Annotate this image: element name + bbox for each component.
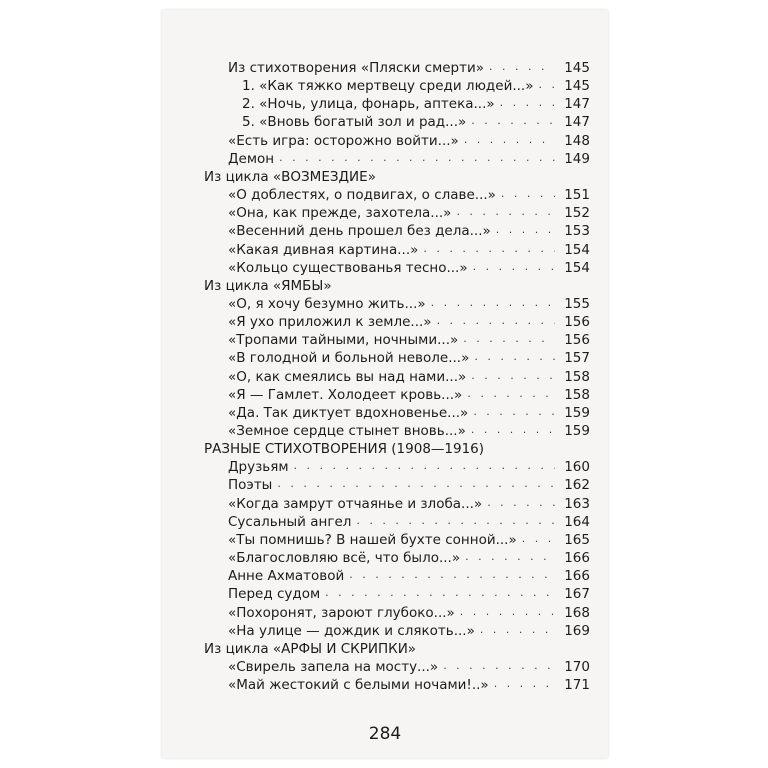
- dot-leader: [471, 114, 555, 127]
- dot-leader: [471, 423, 555, 436]
- toc-entry-title: «Я — Гамлет. Холодеет кровь...»: [228, 386, 463, 403]
- dot-leader: [500, 96, 555, 109]
- dot-leader: [501, 187, 555, 200]
- toc-entry: [162, 149, 608, 167]
- toc-entry-page: 153: [564, 223, 590, 240]
- toc-entry-title: «Какая дивная картина...»: [228, 241, 419, 258]
- toc-entry-title: «Тропами тайными, ночными...»: [228, 332, 459, 349]
- toc-entry-page: 147: [564, 114, 590, 131]
- page-number: 284: [368, 724, 402, 744]
- book-page: [162, 10, 608, 758]
- toc-entry-page: 149: [564, 150, 590, 167]
- dot-leader: [460, 605, 555, 618]
- dot-leader: [496, 223, 555, 236]
- dot-leader: [431, 296, 555, 309]
- toc-entry-page: 164: [564, 513, 590, 530]
- toc-section-heading: [162, 167, 608, 185]
- toc-entry-title: «Я ухо приложил к земле...»: [228, 314, 432, 331]
- toc-entry-page: 166: [564, 568, 590, 585]
- toc-entry-page: 158: [564, 368, 590, 385]
- toc-entry: [162, 185, 608, 203]
- toc-entry: [162, 294, 608, 312]
- dot-leader: [279, 151, 555, 164]
- toc-entry: [162, 112, 608, 130]
- toc-entry: [162, 675, 608, 693]
- toc-entry: [162, 367, 608, 385]
- toc-entry-title: «Благословляю всё, что было...»: [228, 550, 461, 567]
- toc-section-heading: [162, 439, 608, 457]
- toc-entry-title: Перед судом: [228, 586, 321, 603]
- dot-leader: [487, 496, 555, 509]
- toc-entry: [162, 240, 608, 258]
- toc-entry-title: «Да. Так диктует вдохновенье...»: [228, 404, 469, 421]
- toc-entry-page: 171: [564, 677, 590, 694]
- dot-leader: [325, 586, 555, 599]
- toc-entry-title: «Есть игра: осторожно войти...»: [228, 132, 459, 149]
- toc-entry: [162, 94, 608, 112]
- toc-entry: [162, 258, 608, 276]
- toc-entry-title: Анне Ахматовой: [228, 568, 345, 585]
- toc-entry-page: 167: [564, 586, 590, 603]
- toc-entry: [162, 548, 608, 566]
- toc-entry-page: 154: [564, 241, 590, 258]
- toc-entry: [162, 566, 608, 584]
- toc-entry: [162, 131, 608, 149]
- toc-entry: [162, 385, 608, 403]
- toc-entry-title: «Ты помнишь? В нашей бухте сонной...»: [228, 531, 517, 548]
- toc-entry-title: «Кольцо существованья тесно...»: [228, 259, 468, 276]
- toc-section-heading: [162, 639, 608, 657]
- dot-leader: [494, 677, 555, 690]
- toc-entry: [162, 421, 608, 439]
- toc-entry-title: Из цикла «АРФЫ И СКРИПКИ»: [204, 640, 417, 657]
- toc-entry: [162, 512, 608, 530]
- toc-entry-page: 156: [564, 332, 590, 349]
- toc-entry: [162, 621, 608, 639]
- toc-entry-page: 159: [564, 404, 590, 421]
- toc-entry-page: 170: [564, 658, 590, 675]
- toc-entry: [162, 330, 608, 348]
- dot-leader: [443, 659, 555, 672]
- toc-entry-page: 158: [564, 386, 590, 403]
- toc-section-heading: [162, 276, 608, 294]
- toc-entry-page: 162: [564, 477, 590, 494]
- toc-entry-page: 168: [564, 604, 590, 621]
- toc-entry: [162, 603, 608, 621]
- toc-entry: [162, 584, 608, 602]
- toc-entry-page: 157: [564, 350, 590, 367]
- toc-entry: [162, 657, 608, 675]
- toc-entry-page: 165: [564, 531, 590, 548]
- toc-entry-page: 151: [564, 187, 590, 204]
- toc-entry-page: 147: [564, 96, 590, 113]
- toc-entry-title: «Май жестокий с белыми ночами!..»: [228, 677, 489, 694]
- toc-entry-page: 163: [564, 495, 590, 512]
- toc-entry-title: «Земное сердце стынет вновь...»: [228, 423, 466, 439]
- toc-entry-title: «О доблестях, о подвигах, о славе...»: [228, 187, 496, 204]
- toc-entry-page: 154: [564, 259, 590, 276]
- toc-entry-page: 166: [564, 550, 590, 567]
- table-of-contents: [162, 10, 608, 758]
- toc-entry-title: «На улице — дождик и слякоть...»: [228, 622, 475, 639]
- toc-entry-title: Демон: [228, 150, 275, 167]
- toc-entry-page: 155: [564, 295, 590, 312]
- toc-entry-title: 2. «Ночь, улица, фонарь, аптека...»: [242, 96, 495, 113]
- dot-leader: [538, 78, 555, 91]
- dot-leader: [473, 260, 555, 273]
- dot-leader: [437, 314, 555, 327]
- toc-entry-page: 152: [564, 205, 590, 222]
- toc-entry-page: 148: [564, 132, 590, 149]
- toc-entry-title: Поэты: [228, 477, 273, 494]
- toc-entry-title: «В голодной и больной неволе...»: [228, 350, 470, 367]
- dot-leader: [423, 242, 555, 255]
- dot-leader: [467, 387, 555, 400]
- toc-entry: [162, 530, 608, 548]
- toc-entry-page: 156: [564, 314, 590, 331]
- toc-entry: [162, 312, 608, 330]
- toc-entry: [162, 348, 608, 366]
- toc-entry: [162, 76, 608, 94]
- toc-entry-page: 145: [564, 78, 590, 95]
- toc-entry-title: «О, я хочу безумно жить...»: [228, 295, 426, 312]
- dot-leader: [473, 405, 555, 418]
- toc-entry-title: «Когда замрут отчаянье и злоба...»: [228, 495, 483, 512]
- toc-entry: [162, 221, 608, 239]
- toc-entry-page: 145: [564, 60, 590, 76]
- toc-entry-title: Сусальный ангел: [228, 513, 352, 530]
- dot-leader: [464, 133, 555, 146]
- toc-entry: [162, 58, 608, 76]
- dot-leader: [456, 205, 555, 218]
- toc-entry-title: 5. «Вновь богатый зол и рад...»: [242, 114, 467, 131]
- dot-leader: [522, 532, 555, 545]
- toc-entry-title: 1. «Как тяжко мертвецу среди людей...»: [242, 78, 534, 95]
- toc-entry-page: 160: [564, 459, 590, 476]
- toc-entry-page: 159: [564, 423, 590, 439]
- toc-entry: [162, 203, 608, 221]
- dot-leader: [471, 369, 555, 382]
- toc-entry-title: Из стихотворения «Пляски смерти»: [228, 60, 485, 76]
- dot-leader: [463, 332, 555, 345]
- dot-leader: [474, 350, 555, 363]
- toc-entry-title: Друзьям: [228, 459, 289, 476]
- toc-entry-page: 169: [564, 622, 590, 639]
- dot-leader: [480, 623, 555, 636]
- toc-entry-title: «Похоронят, зароют глубоко...»: [228, 604, 455, 621]
- toc-entry: [162, 494, 608, 512]
- dot-leader: [465, 550, 555, 563]
- toc-entry-title: Из цикла «ВОЗМЕЗДИЕ»: [204, 168, 376, 185]
- dot-leader: [356, 514, 555, 527]
- toc-entry-title: «Свирель запела на мосту...»: [228, 658, 439, 675]
- dot-leader: [349, 568, 555, 581]
- dot-leader: [489, 60, 555, 73]
- toc-entry-title: «Весенний день прошел без дела...»: [228, 223, 491, 240]
- toc-entry: [162, 403, 608, 421]
- toc-entry: [162, 457, 608, 475]
- toc-entry-title: Из цикла «ЯМБЫ»: [204, 277, 332, 294]
- toc-entry-title: РАЗНЫЕ СТИХОТВОРЕНИЯ (1908—1916): [204, 441, 485, 458]
- toc-entry: [162, 475, 608, 493]
- toc-entry-title: «Она, как прежде, захотела...»: [228, 205, 452, 222]
- toc-entry-title: «О, как смеялись вы над нами...»: [228, 368, 467, 385]
- dot-leader: [294, 459, 555, 472]
- dot-leader: [277, 477, 555, 490]
